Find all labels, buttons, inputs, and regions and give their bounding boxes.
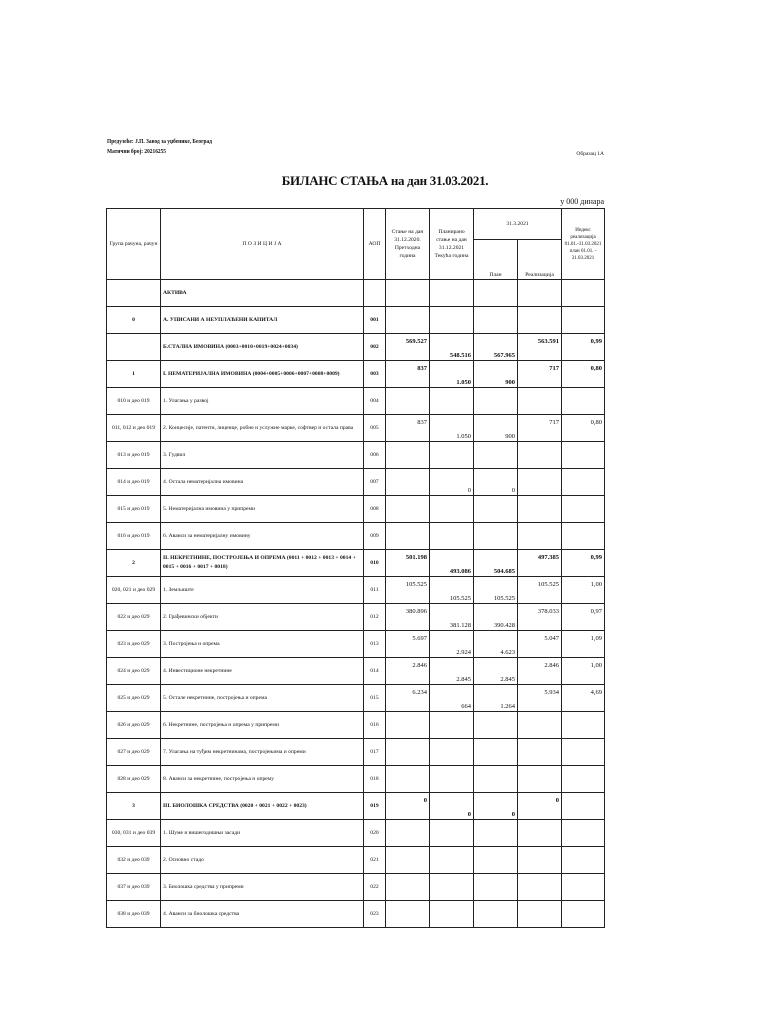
table-row [107,361,605,388]
index-cell: 0,80 [562,361,605,388]
table-row [107,577,605,604]
table-body [107,280,605,928]
aop-cell [364,280,386,307]
table-row [107,793,605,820]
index-cell: 0,97 [562,604,605,631]
group-cell: 0 [107,307,161,334]
table-row [107,631,605,658]
realization-cell: 0 [518,793,562,820]
index-cell [562,874,605,901]
table-row [107,280,605,307]
aop-cell: 015 [364,685,386,712]
plan-cell [474,847,518,874]
table-row [107,523,605,550]
position-cell: 2. Концесије, патенти, лиценце, робне и услужне марке, софтвер и остала права [161,415,364,442]
realization-cell [518,901,562,928]
position-cell: Б.СТАЛНА ИМОВИНА (0003+0010+0019+0024+0034) [161,334,364,361]
index-cell [562,820,605,847]
group-cell: 013 и део 019 [107,442,161,469]
table-row [107,604,605,631]
realization-cell: 717 [518,361,562,388]
aop-cell: 013 [364,631,386,658]
planned-cell [430,874,474,901]
prev-year-cell: 6.234 [386,685,430,712]
group-cell: 3 [107,793,161,820]
table-row [107,469,605,496]
index-cell [562,523,605,550]
aop-cell: 007 [364,469,386,496]
planned-cell [430,307,474,334]
header-position: П О З И Ц И Ј А [161,209,364,280]
plan-cell: 504.685 [474,550,518,577]
table-row [107,712,605,739]
header-prev-year: Стање на дан 31.12.2020. Претходна година [386,209,430,280]
plan-cell: 1.264 [474,685,518,712]
group-cell: 026 и део 029 [107,712,161,739]
group-cell: 030, 031 и део 039 [107,820,161,847]
plan-cell: 4.623 [474,631,518,658]
realization-cell: 105.525 [518,577,562,604]
position-cell: 8. Аванси за некретнине, постројења и опрему [161,766,364,793]
table-row [107,766,605,793]
planned-cell [430,712,474,739]
aop-cell: 019 [364,793,386,820]
group-cell: 011, 012 и део 019 [107,415,161,442]
header-realization: Реализација [518,240,562,280]
group-cell: 1 [107,361,161,388]
plan-cell: 567.965 [474,334,518,361]
group-cell: 038 и део 039 [107,901,161,928]
form-label: Образац 1А [576,151,604,157]
prev-year-cell [386,712,430,739]
table-row [107,442,605,469]
position-cell: 5. Нематеријална имовина у припреми [161,496,364,523]
realization-cell [518,847,562,874]
prev-year-cell [386,874,430,901]
plan-cell [474,388,518,415]
realization-cell: 563.591 [518,334,562,361]
header-plan: План [474,240,518,280]
realization-cell [518,388,562,415]
index-cell: 1,00 [562,577,605,604]
plan-cell [474,874,518,901]
aop-cell: 003 [364,361,386,388]
table-row [107,739,605,766]
group-cell: 037 и део 039 [107,874,161,901]
header-period: 31.3.2021 [474,209,562,240]
position-cell: II. НЕКРЕТНИНЕ, ПОСТРОЈЕЊА И ОПРЕМА (0011 + 0012 + 0013 + 0014 + 0015 + 0016 + 0017 + 0018) [161,550,364,577]
realization-cell [518,523,562,550]
planned-cell [430,442,474,469]
aop-cell: 018 [364,766,386,793]
prev-year-cell: 501.198 [386,550,430,577]
index-cell: 1,00 [562,658,605,685]
position-cell: 2. Грађевински објекти [161,604,364,631]
plan-cell: 105.525 [474,577,518,604]
planned-cell: 105.525 [430,577,474,604]
registration-number: Матични број: 20216255 [107,149,166,155]
planned-cell: 0 [430,793,474,820]
plan-cell [474,280,518,307]
realization-cell [518,712,562,739]
aop-cell: 011 [364,577,386,604]
prev-year-cell: 105.525 [386,577,430,604]
table-row [107,658,605,685]
prev-year-cell: 837 [386,361,430,388]
position-cell: 6. Некретнине, постројења и опрема у припреми [161,712,364,739]
index-cell [562,280,605,307]
index-cell [562,496,605,523]
aop-cell: 016 [364,712,386,739]
position-cell: 1. Улагања у развој [161,388,364,415]
prev-year-cell [386,820,430,847]
planned-cell: 664 [430,685,474,712]
realization-cell [518,766,562,793]
aop-cell: 022 [364,874,386,901]
planned-cell: 2.924 [430,631,474,658]
realization-cell [518,442,562,469]
table-row [107,496,605,523]
plan-cell: 900 [474,415,518,442]
aop-cell: 023 [364,901,386,928]
table-row [107,388,605,415]
planned-cell [430,280,474,307]
table-row [107,874,605,901]
aop-cell: 008 [364,496,386,523]
realization-cell: 717 [518,415,562,442]
group-cell: 014 и део 019 [107,469,161,496]
planned-cell: 493.086 [430,550,474,577]
plan-cell [474,766,518,793]
index-cell [562,901,605,928]
planned-cell: 2.845 [430,658,474,685]
realization-cell [518,874,562,901]
units-label: у 000 динара [560,197,604,206]
planned-cell: 0 [430,469,474,496]
planned-cell: 1.050 [430,361,474,388]
position-cell: III. БИОЛОШКА СРЕДСТВА (0020 + 0021 + 0022 + 0023) [161,793,364,820]
index-cell [562,442,605,469]
position-cell: 5. Остале некретнине, постројења и опрема [161,685,364,712]
index-cell [562,739,605,766]
realization-cell [518,739,562,766]
prev-year-cell [386,766,430,793]
index-cell [562,388,605,415]
group-cell: 024 и део 029 [107,658,161,685]
planned-cell [430,523,474,550]
prev-year-cell [386,901,430,928]
index-cell [562,712,605,739]
aop-cell: 021 [364,847,386,874]
aop-cell: 012 [364,604,386,631]
group-cell: 2 [107,550,161,577]
group-cell [107,334,161,361]
group-cell: 027 и део 029 [107,739,161,766]
index-cell: 4,69 [562,685,605,712]
prev-year-cell: 569.527 [386,334,430,361]
prev-year-cell: 2.846 [386,658,430,685]
realization-cell: 2.846 [518,658,562,685]
plan-cell [474,820,518,847]
plan-cell: 0 [474,793,518,820]
planned-cell [430,901,474,928]
plan-cell [474,307,518,334]
group-cell: 016 и део 019 [107,523,161,550]
aop-cell: 014 [364,658,386,685]
index-cell [562,793,605,820]
prev-year-cell: 0 [386,793,430,820]
planned-cell [430,496,474,523]
position-cell: 7. Улагања на туђим некретнинама, постројењима и опреми [161,739,364,766]
planned-cell: 1.050 [430,415,474,442]
plan-cell: 0 [474,469,518,496]
realization-cell [518,307,562,334]
plan-cell: 2.845 [474,658,518,685]
plan-cell [474,523,518,550]
header-group: Група рачуна, рачун [107,209,161,280]
aop-cell: 002 [364,334,386,361]
header-planned: Планирано стање на дан 31.12.2021 Текућа година [430,209,474,280]
position-cell: 3. Биолошка средства у припреми [161,874,364,901]
planned-cell: 548.516 [430,334,474,361]
position-cell: I. НЕМАТЕРИЈАЛНА ИМОВИНА (0004+0005+0006+0007+0008+0009) [161,361,364,388]
page-title: БИЛАНС СТАЊА на дан 31.03.2021. [281,173,489,188]
realization-cell [518,469,562,496]
realization-cell: 5.047 [518,631,562,658]
balance-sheet-table [106,208,605,928]
planned-cell [430,739,474,766]
table-row [107,685,605,712]
group-cell: 010 и део 019 [107,388,161,415]
realization-cell: 497.385 [518,550,562,577]
aop-cell: 010 [364,550,386,577]
header-index: Индекс реализација 01.01.-31.03.2021 план 01.01. - 31.03.2021 [562,209,605,280]
index-cell [562,469,605,496]
prev-year-cell: 5.697 [386,631,430,658]
realization-cell: 378.033 [518,604,562,631]
plan-cell [474,496,518,523]
group-cell: 025 и део 029 [107,685,161,712]
prev-year-cell [386,307,430,334]
table-row [107,820,605,847]
prev-year-cell [386,442,430,469]
planned-cell [430,766,474,793]
prev-year-cell: 380.896 [386,604,430,631]
prev-year-cell [386,388,430,415]
company-name: Предузеће: Ј.П. Завод за уџбенике, Београд [107,139,212,145]
realization-cell [518,496,562,523]
table-row [107,415,605,442]
prev-year-cell [386,469,430,496]
realization-cell [518,280,562,307]
planned-cell [430,847,474,874]
table-row [107,847,605,874]
table-row [107,307,605,334]
index-cell [562,847,605,874]
aop-cell: 017 [364,739,386,766]
index-cell: 1,09 [562,631,605,658]
position-cell: 6. Аванси за нематеријалну имовину [161,523,364,550]
position-cell: 2. Основно стадо [161,847,364,874]
group-cell: 023 и део 029 [107,631,161,658]
aop-cell: 004 [364,388,386,415]
group-cell: 028 и део 029 [107,766,161,793]
position-cell: А. УПИСАНИ А НЕУПЛАЋЕНИ КАПИТАЛ [161,307,364,334]
position-cell: 1. Земљиште [161,577,364,604]
plan-cell: 900 [474,361,518,388]
position-cell: 3. Гудвил [161,442,364,469]
position-cell: АКТИВА [161,280,364,307]
position-cell: 1. Шуме и вишегодишњи засади [161,820,364,847]
planned-cell [430,388,474,415]
table-row [107,550,605,577]
index-cell: 0,99 [562,550,605,577]
prev-year-cell [386,739,430,766]
aop-cell: 020 [364,820,386,847]
aop-cell: 006 [364,442,386,469]
group-cell [107,280,161,307]
group-cell: 020, 021 и део 029 [107,577,161,604]
group-cell: 022 и део 029 [107,604,161,631]
group-cell: 015 и део 019 [107,496,161,523]
plan-cell [474,901,518,928]
table-row [107,334,605,361]
prev-year-cell [386,523,430,550]
planned-cell: 381.128 [430,604,474,631]
position-cell: 4. Аванси за биолошка средства [161,901,364,928]
index-cell: 0,80 [562,415,605,442]
plan-cell [474,739,518,766]
prev-year-cell: 837 [386,415,430,442]
prev-year-cell [386,496,430,523]
plan-cell: 390.428 [474,604,518,631]
plan-cell [474,442,518,469]
realization-cell [518,820,562,847]
position-cell: 4. Остала нематеријална имовина [161,469,364,496]
prev-year-cell [386,280,430,307]
position-cell: 4. Инвестиционе некретнине [161,658,364,685]
group-cell: 032 и део 039 [107,847,161,874]
index-cell [562,307,605,334]
planned-cell [430,820,474,847]
index-cell: 0,99 [562,334,605,361]
position-cell: 3. Постројења и опрема [161,631,364,658]
table-row [107,901,605,928]
prev-year-cell [386,847,430,874]
index-cell [562,766,605,793]
plan-cell [474,712,518,739]
aop-cell: 005 [364,415,386,442]
realization-cell: 5.934 [518,685,562,712]
header-aop: АОП [364,209,386,280]
aop-cell: 001 [364,307,386,334]
aop-cell: 009 [364,523,386,550]
